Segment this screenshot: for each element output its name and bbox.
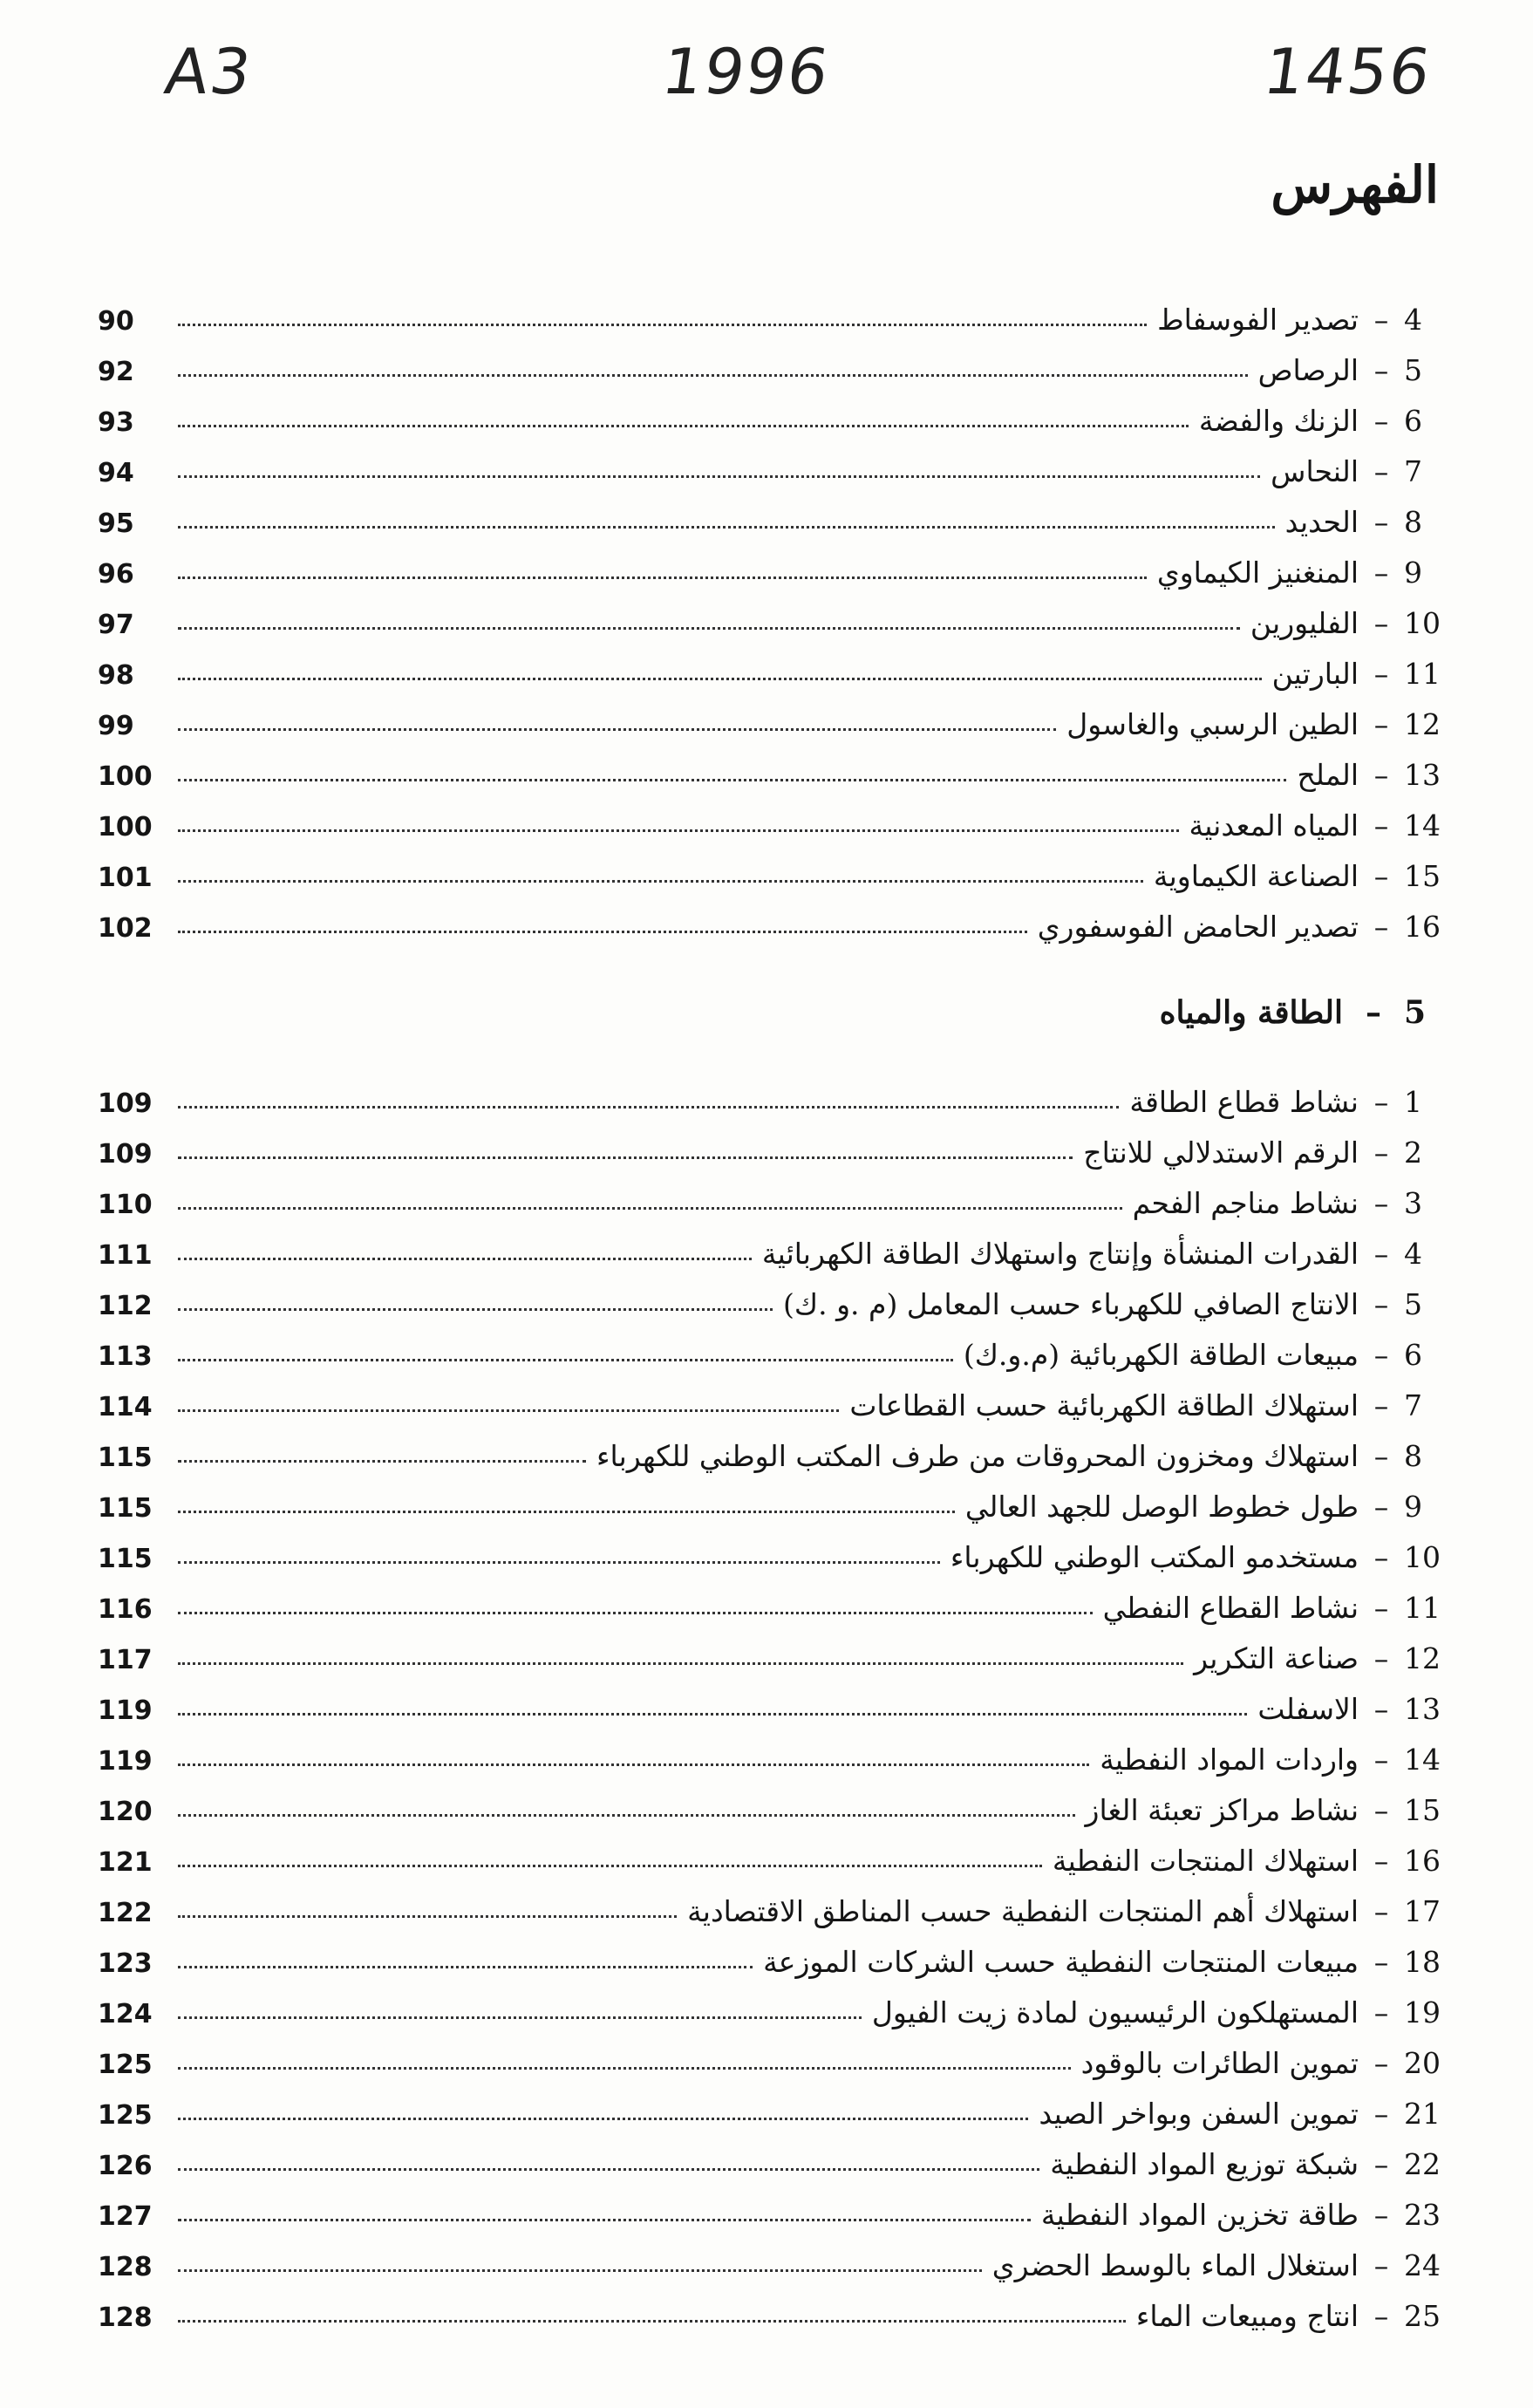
toc-entry	[98, 1785, 1439, 1836]
handwritten-note-middle: 1996	[657, 35, 835, 108]
entry-page-number: 120	[98, 1797, 153, 1827]
dot-leader	[178, 2118, 1028, 2120]
entry-page-number: 90	[98, 306, 134, 337]
entry-label: الفليورين	[1250, 606, 1359, 640]
handwritten-note-left: A3	[160, 35, 257, 108]
entry-dash: –	[1373, 1388, 1389, 1422]
entry-number: 15	[1404, 1793, 1441, 1827]
entry-label: مبيعات المنتجات النفطية حسب الشركات الموزعة	[763, 1945, 1359, 1979]
entry-number: 16	[1404, 910, 1441, 944]
entry-label: الاسفلت	[1257, 1692, 1359, 1726]
entry-number: 25	[1404, 2299, 1441, 2333]
dot-leader	[178, 1915, 677, 1918]
toc-entry	[98, 447, 1439, 497]
entry-number: 8	[1404, 1439, 1422, 1473]
entry-number: 5	[1404, 353, 1422, 387]
entry-page-number: 98	[98, 660, 134, 691]
toc-entry	[98, 1330, 1439, 1381]
entry-page-number: 116	[98, 1594, 153, 1625]
dot-leader	[178, 1763, 1089, 1766]
toc-entry	[98, 801, 1439, 851]
entry-label: الصناعة الكيماوية	[1153, 859, 1359, 893]
toc-entry	[98, 699, 1439, 750]
entry-label: القدرات المنشأة وإنتاج واستهلاك الطاقة الكهربائية	[761, 1237, 1359, 1271]
entry-label: طاقة تخزين المواد النفطية	[1040, 2198, 1359, 2232]
entry-label: استهلاك المنتجات النفطية	[1052, 1844, 1359, 1878]
entry-label: طول خطوط الوصل للجهد العالي	[964, 1490, 1359, 1524]
entry-number: 7	[1404, 1388, 1422, 1422]
entry-dash: –	[1373, 1692, 1389, 1726]
entry-number: 24	[1404, 2248, 1441, 2282]
toc-entry	[98, 1988, 1439, 2038]
entry-dash: –	[1373, 1995, 1389, 2029]
dot-leader	[178, 1207, 1122, 1210]
entry-dash: –	[1373, 505, 1389, 539]
dot-leader	[178, 2067, 1071, 2070]
entry-number: 9	[1404, 1490, 1422, 1524]
toc-list-second	[98, 1077, 1439, 2342]
entry-page-number: 125	[98, 2100, 153, 2131]
dot-leader	[178, 1713, 1247, 1716]
entry-page-number: 95	[98, 508, 134, 539]
entry-page-number: 117	[98, 1645, 153, 1675]
entry-number: 15	[1404, 859, 1441, 893]
entry-number: 9	[1404, 556, 1422, 590]
entry-page-number: 125	[98, 2050, 153, 2080]
entry-number: 16	[1404, 1844, 1441, 1878]
entry-page-number: 110	[98, 1190, 153, 1220]
entry-page-number: 113	[98, 1341, 153, 1372]
toc-entry	[98, 396, 1439, 447]
entry-page-number: 109	[98, 1139, 153, 1170]
entry-dash: –	[1373, 808, 1389, 842]
entry-page-number: 100	[98, 812, 153, 842]
dot-leader	[178, 1612, 1093, 1614]
entry-number: 18	[1404, 1945, 1441, 1979]
entry-page-number: 127	[98, 2201, 153, 2232]
entry-dash: –	[1373, 1287, 1389, 1321]
entry-dash: –	[1373, 2097, 1389, 2131]
entry-label: الرصاص	[1257, 353, 1359, 387]
entry-number: 7	[1404, 454, 1422, 488]
entry-page-number: 92	[98, 357, 134, 387]
entry-dash: –	[1373, 1338, 1389, 1372]
entry-label: نشاط مراكز تعبئة الغاز	[1085, 1793, 1359, 1827]
entry-label: استهلاك أهم المنتجات النفطية حسب المناطق الاقتصادية	[687, 1894, 1359, 1928]
entry-label: استغلال الماء بالوسط الحضري	[991, 2248, 1359, 2282]
entry-page-number: 115	[98, 1493, 153, 1524]
toc-entry	[98, 1532, 1439, 1583]
entry-dash: –	[1373, 1844, 1389, 1878]
entry-dash: –	[1373, 1085, 1389, 1119]
entry-label: البارتين	[1271, 657, 1359, 691]
entry-page-number: 115	[98, 1443, 153, 1473]
dot-leader	[178, 829, 1179, 832]
entry-page-number: 115	[98, 1544, 153, 1574]
entry-label: نشاط مناجم الفحم	[1132, 1186, 1359, 1220]
toc-entry	[98, 1634, 1439, 1684]
toc-entry	[98, 902, 1439, 952]
entry-label: الملح	[1297, 758, 1359, 792]
dot-leader	[178, 1409, 839, 1412]
entry-page-number: 102	[98, 913, 153, 944]
entry-label: مبيعات الطاقة الكهربائية (م.و.ك)	[963, 1338, 1359, 1372]
dot-leader	[178, 2016, 862, 2019]
toc-entry	[98, 1128, 1439, 1178]
entry-page-number: 109	[98, 1088, 153, 1119]
entry-page-number: 96	[98, 559, 134, 590]
entry-label: المنغنيز الكيماوي	[1156, 556, 1359, 590]
entry-label: الحديد	[1284, 505, 1359, 539]
entry-number: 22	[1404, 2147, 1441, 2181]
entry-page-number: 97	[98, 610, 134, 640]
entry-label: مستخدمو المكتب الوطني للكهرباء	[950, 1540, 1359, 1574]
entry-number: 10	[1404, 1540, 1441, 1574]
entry-dash: –	[1373, 2299, 1389, 2333]
entry-label: المياه المعدنية	[1189, 808, 1359, 842]
entry-page-number: 123	[98, 1948, 153, 1979]
entry-number: 17	[1404, 1894, 1441, 1928]
entry-label: تموين الطائرات بالوقود	[1080, 2046, 1359, 2080]
entry-number: 10	[1404, 606, 1441, 640]
entry-page-number: 99	[98, 711, 134, 741]
entry-dash: –	[1373, 758, 1389, 792]
entry-number: 12	[1404, 1641, 1441, 1675]
entry-dash: –	[1373, 606, 1389, 640]
entry-page-number: 101	[98, 863, 153, 893]
entry-label: تصدير الحامض الفوسفوري	[1037, 910, 1359, 944]
dot-leader	[178, 1814, 1075, 1817]
entry-page-number: 121	[98, 1847, 153, 1878]
entry-dash: –	[1373, 2147, 1389, 2181]
toc-entry	[98, 548, 1439, 598]
entry-number: 13	[1404, 758, 1441, 792]
entry-dash: –	[1373, 1641, 1389, 1675]
dot-leader	[178, 1359, 953, 1361]
entry-page-number: 114	[98, 1392, 153, 1422]
entry-label: واردات المواد النفطية	[1100, 1743, 1359, 1777]
entry-dash: –	[1373, 303, 1389, 337]
entry-number: 12	[1404, 707, 1441, 741]
section-dash: –	[1366, 994, 1381, 1031]
entry-dash: –	[1373, 1237, 1389, 1271]
dot-leader	[178, 1156, 1073, 1159]
dot-leader	[178, 931, 1027, 933]
dot-leader	[178, 2269, 982, 2272]
entry-dash: –	[1373, 910, 1389, 944]
entry-label: شبكة توزيع المواد النفطية	[1050, 2147, 1359, 2181]
toc-entry	[98, 649, 1439, 699]
entry-label: النحاس	[1271, 454, 1359, 488]
entry-number: 6	[1404, 404, 1422, 438]
entry-number: 20	[1404, 2046, 1441, 2080]
dot-leader	[178, 324, 1147, 326]
toc-entry	[98, 2089, 1439, 2139]
entry-label: استهلاك ومخزون المحروقات من طرف المكتب الوطني للكهرباء	[596, 1439, 1359, 1473]
dot-leader	[178, 2320, 1126, 2323]
entry-label: الزنك والفضة	[1198, 404, 1359, 438]
toc-entry	[98, 345, 1439, 396]
toc-entry	[98, 1886, 1439, 1937]
entry-dash: –	[1373, 404, 1389, 438]
entry-dash: –	[1373, 1793, 1389, 1827]
toc-entry	[98, 1836, 1439, 1886]
toc-entry	[98, 1684, 1439, 1735]
entry-label: نشاط القطاع النفطي	[1102, 1591, 1359, 1625]
entry-dash: –	[1373, 1894, 1389, 1928]
dot-leader	[178, 728, 1056, 731]
dot-leader	[178, 1662, 1183, 1665]
entry-label: استهلاك الطاقة الكهربائية حسب القطاعات	[849, 1388, 1359, 1422]
toc-entry	[98, 1229, 1439, 1279]
entry-page-number: 126	[98, 2151, 153, 2181]
entry-dash: –	[1373, 1439, 1389, 1473]
entry-dash: –	[1373, 1591, 1389, 1625]
entry-dash: –	[1373, 859, 1389, 893]
dot-leader	[178, 1865, 1042, 1867]
entry-page-number: 93	[98, 407, 134, 438]
toc-entry	[98, 1735, 1439, 1785]
toc-entry	[98, 1431, 1439, 1482]
entry-dash: –	[1373, 1540, 1389, 1574]
entry-page-number: 124	[98, 1999, 153, 2029]
entry-number: 8	[1404, 505, 1422, 539]
entry-page-number: 128	[98, 2252, 153, 2282]
entry-number: 23	[1404, 2198, 1441, 2232]
toc-entry	[98, 2241, 1439, 2291]
dot-leader	[178, 576, 1147, 579]
entry-dash: –	[1373, 556, 1389, 590]
entry-page-number: 100	[98, 761, 153, 792]
entry-page-number: 119	[98, 1746, 153, 1777]
entry-label: تصدير الفوسفاط	[1157, 303, 1359, 337]
toc-entry	[98, 1279, 1439, 1330]
toc-entry	[98, 851, 1439, 902]
dot-leader	[178, 1308, 773, 1311]
entry-label: المستهلكون الرئيسيون لمادة زيت الفيول	[871, 1995, 1359, 2029]
dot-leader	[178, 1511, 955, 1513]
toc-entry	[98, 2291, 1439, 2342]
entry-number: 2	[1404, 1136, 1422, 1170]
section-number: 5	[1404, 994, 1427, 1031]
toc-entry	[98, 598, 1439, 649]
entry-dash: –	[1373, 2248, 1389, 2282]
entry-number: 21	[1404, 2097, 1441, 2131]
entry-page-number: 122	[98, 1898, 153, 1928]
dot-leader	[178, 374, 1248, 377]
entry-number: 14	[1404, 1743, 1441, 1777]
entry-page-number: 128	[98, 2302, 153, 2333]
toc-entry	[98, 2190, 1439, 2241]
entry-label: نشاط قطاع الطاقة	[1129, 1085, 1359, 1119]
section-title: الطاقة والمياه	[1159, 994, 1343, 1031]
toc-list-first	[98, 295, 1439, 952]
dot-leader	[178, 1561, 940, 1564]
toc-entry	[98, 2139, 1439, 2190]
entry-number: 19	[1404, 1995, 1441, 2029]
entry-label: صناعة التكرير	[1194, 1641, 1359, 1675]
dot-leader	[178, 779, 1286, 781]
entry-dash: –	[1373, 1136, 1389, 1170]
entry-label: الرقم الاستدلالي للانتاج	[1083, 1136, 1359, 1170]
entry-number: 1	[1404, 1085, 1422, 1119]
toc-entry	[98, 497, 1439, 548]
entry-dash: –	[1373, 707, 1389, 741]
toc-entry	[98, 1178, 1439, 1229]
entry-number: 5	[1404, 1287, 1422, 1321]
entry-dash: –	[1373, 1490, 1389, 1524]
entry-dash: –	[1373, 657, 1389, 691]
toc-entry	[98, 1077, 1439, 1128]
entry-dash: –	[1373, 1945, 1389, 1979]
entry-page-number: 119	[98, 1695, 153, 1726]
entry-number: 4	[1404, 303, 1422, 337]
entry-number: 4	[1404, 1237, 1422, 1271]
section-heading	[1160, 994, 1439, 1031]
dot-leader	[178, 475, 1260, 478]
entry-dash: –	[1373, 1186, 1389, 1220]
toc-entry	[98, 1482, 1439, 1532]
toc-entry	[98, 750, 1439, 801]
dot-leader	[178, 1460, 586, 1463]
entry-label: انتاج ومبيعات الماء	[1135, 2299, 1359, 2333]
entry-number: 14	[1404, 808, 1441, 842]
entry-number: 11	[1404, 1591, 1441, 1625]
entry-page-number: 111	[98, 1240, 153, 1271]
entry-number: 13	[1404, 1692, 1441, 1726]
dot-leader	[178, 627, 1240, 630]
dot-leader	[178, 425, 1189, 427]
dot-leader	[178, 1106, 1119, 1108]
toc-entry	[98, 1583, 1439, 1634]
entry-number: 6	[1404, 1338, 1422, 1372]
dot-leader	[178, 1258, 752, 1260]
dot-leader	[178, 2219, 1031, 2221]
entry-dash: –	[1373, 1743, 1389, 1777]
dot-leader	[178, 1966, 753, 1968]
toc-entry	[98, 2038, 1439, 2089]
entry-page-number: 94	[98, 458, 134, 488]
dot-leader	[178, 2168, 1039, 2171]
entry-page-number: 112	[98, 1291, 153, 1321]
entry-number: 3	[1404, 1186, 1422, 1220]
toc-entry	[98, 1937, 1439, 1988]
toc-entry	[98, 295, 1439, 345]
handwritten-note-right: 1456	[1259, 35, 1437, 108]
dot-leader	[178, 678, 1262, 680]
toc-entry	[98, 1381, 1439, 1431]
entry-label: الانتاج الصافي للكهرباء حسب المعامل (م .و .ك)	[783, 1287, 1359, 1321]
dot-leader	[178, 526, 1275, 529]
entry-label: الطين الرسبي والغاسول	[1066, 707, 1359, 741]
entry-dash: –	[1373, 454, 1389, 488]
entry-dash: –	[1373, 2198, 1389, 2232]
entry-number: 11	[1404, 657, 1441, 691]
dot-leader	[178, 880, 1143, 883]
entry-label: تموين السفن وبواخر الصيد	[1039, 2097, 1359, 2131]
entry-dash: –	[1373, 353, 1389, 387]
page-title: الفهرس	[1271, 155, 1439, 215]
entry-dash: –	[1373, 2046, 1389, 2080]
